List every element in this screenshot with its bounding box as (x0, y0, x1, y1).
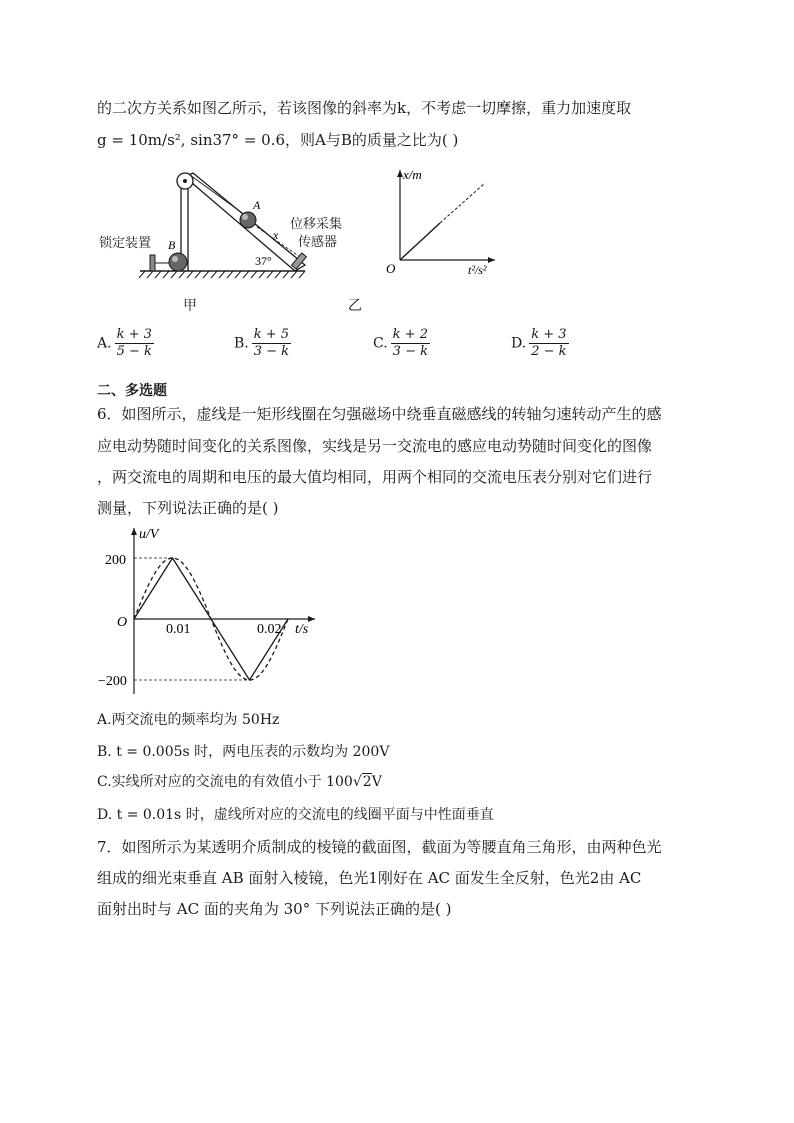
option-letter: B. (234, 335, 249, 352)
q6-option-a[interactable]: A.两交流电的频率均为 50Hz (97, 712, 280, 728)
q6-option-c-unit: V (371, 774, 382, 790)
q5-line-2: g = 10m/s², sin37° = 0.6，则A与B的质量之比为( ) (97, 131, 459, 149)
q6-line-2: 应电动势随时间变化的关系图像，实线是另一交流电的感应电动势随时间变化的图像 (97, 437, 653, 455)
yi-xlabel: t²/s² (468, 263, 487, 277)
option-num: k + 3 (116, 327, 152, 342)
sqrt-sign: √ (352, 774, 362, 790)
q7-line-3: 面射出时与 AC 面的夹角为 30° 下列说法正确的是( ) (97, 900, 452, 918)
sensor-label-1: 位移采集 (290, 217, 343, 232)
label-a: A (253, 198, 261, 212)
section-heading: 二、多选题 (97, 383, 167, 399)
q6-line-4: 测量，下列说法正确的是( ) (97, 499, 279, 517)
figure-jia-label: 甲 (183, 298, 197, 314)
figure-yi (380, 165, 510, 280)
option-den: 2 − k (531, 344, 567, 359)
x-axis-arrow (308, 616, 315, 622)
q6-option-c-text: C.实线所对应的交流电的有效值小于 100 (97, 774, 353, 790)
q6-chart (95, 522, 325, 697)
q6-xlabel: t/s (295, 622, 309, 637)
q7-line-1: 7．如图所示为某透明介质制成的棱镜的截面图，截面为等腰直角三角形，由两种色光 (97, 838, 662, 856)
q7-line-2: 组成的细光束垂直 AB 面射入棱镜，色光1刚好在 AC 面发生全反射，色光2由 AC (97, 869, 642, 887)
option-den: 3 − k (392, 344, 428, 359)
sensor-label-2: 传感器 (298, 235, 338, 250)
q6-xtick-1: 0.01 (166, 622, 191, 637)
label-b: B (168, 238, 176, 252)
option-letter: C. (373, 335, 388, 352)
option-letter: D. (511, 335, 527, 352)
label-angle: 37° (255, 254, 272, 268)
q6-ytick-pos: 200 (105, 553, 126, 568)
option-num: k + 2 (392, 327, 428, 342)
q6-line-1: 6．如图所示，虚线是一矩形线圈在匀强磁场中绕垂直磁感线的转轴匀速转动产生的感 (97, 405, 662, 423)
label-x: x (273, 228, 279, 242)
q6-origin: O (117, 615, 128, 630)
q6-xtick-2: 0.02 (257, 622, 282, 637)
figure-yi-label: 乙 (348, 298, 362, 314)
option-num: k + 5 (253, 327, 290, 342)
q5-option-c[interactable] (373, 327, 430, 360)
q5-option-b[interactable] (234, 327, 291, 360)
yi-origin: O (386, 261, 396, 276)
y-axis-arrow (131, 528, 137, 535)
q5-option-d[interactable] (511, 327, 569, 360)
q5-option-a[interactable] (97, 327, 154, 360)
option-num: k + 3 (531, 327, 567, 342)
option-den: 5 − k (116, 344, 152, 359)
q6-option-c[interactable] (97, 772, 382, 792)
yi-ylabel: x/m (403, 167, 422, 182)
q6-option-d[interactable]: D. t = 0.01s 时，虚线所对应的交流电的线圈平面与中性面垂直 (97, 807, 494, 823)
lock-device-label: 锁定装置 (99, 236, 152, 251)
q5-line-1: 的二次方关系如图乙所示，若该图像的斜率为k，不考虑一切摩擦，重力加速度取 (97, 99, 632, 117)
q6-option-c-radicand: 2 (362, 774, 372, 790)
q6-line-3: ，两交流电的周期和电压的最大值均相同，用两个相同的交流电压表分别对它们进行 (97, 468, 653, 486)
option-letter: A. (97, 335, 112, 352)
option-den: 3 − k (253, 344, 290, 359)
q6-option-b[interactable]: B. t = 0.005s 时，两电压表的示数均为 200V (97, 744, 390, 760)
q6-ylabel: u/V (139, 527, 159, 542)
q6-ytick-neg: −200 (98, 674, 127, 689)
